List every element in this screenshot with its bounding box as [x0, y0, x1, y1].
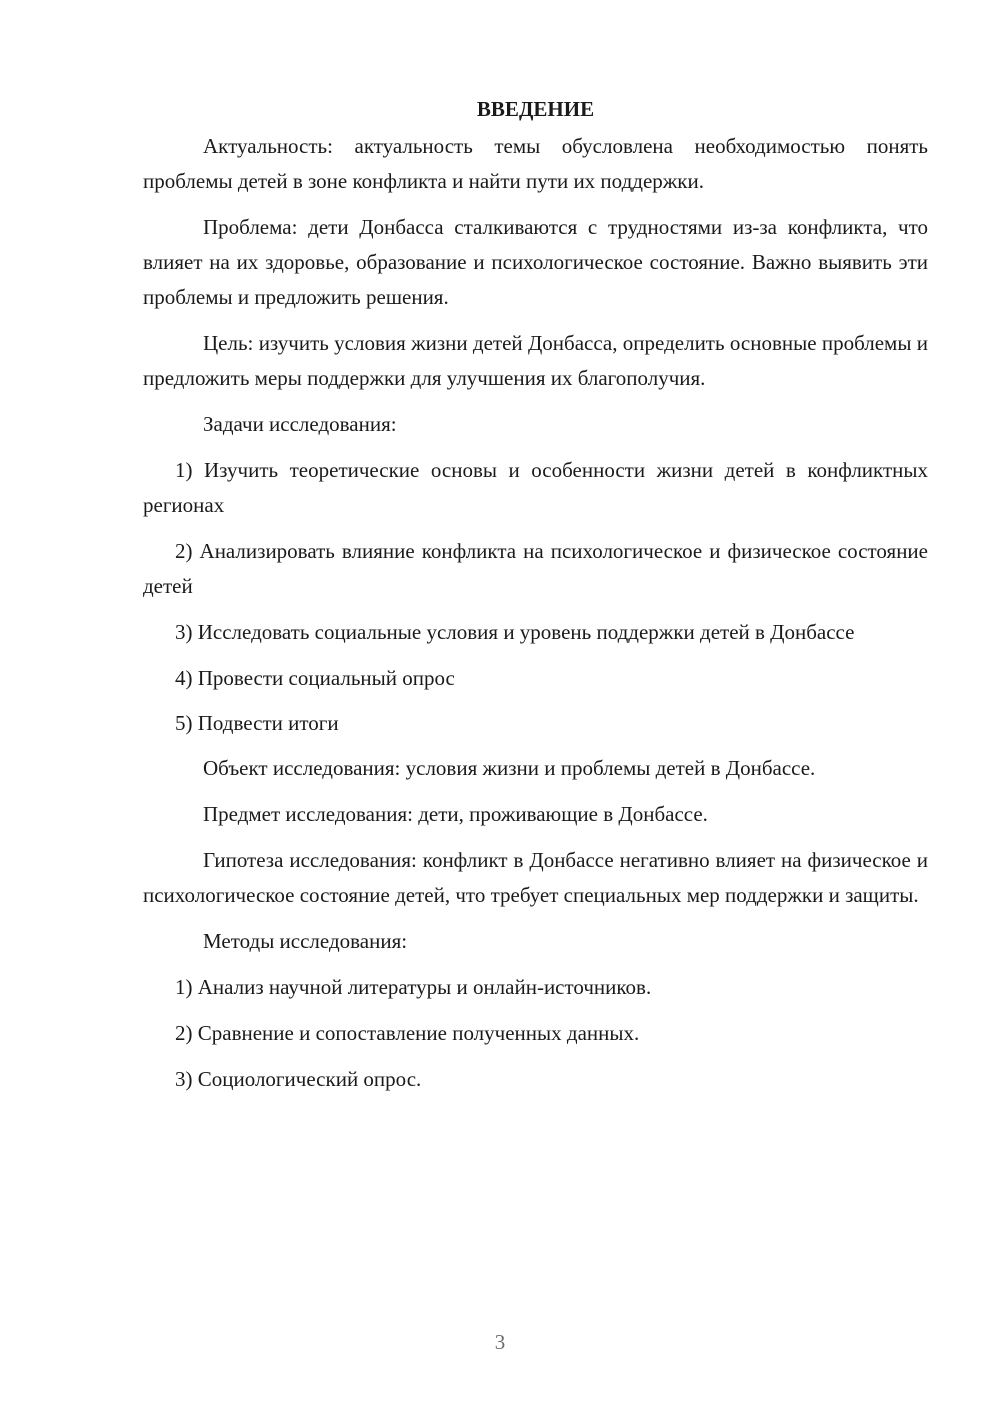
- subject-paragraph: Предмет исследования: дети, проживающие в Донбассе.: [203, 802, 708, 826]
- section-title: ВВЕДЕНИЕ: [476, 97, 595, 121]
- object-paragraph: Объект исследования: условия жизни и проблемы детей в Донбассе.: [203, 756, 816, 780]
- task-item-5: 5) Подвести итоги: [175, 711, 339, 735]
- relevance-paragraph: Актуальность: актуальность темы обусловлена необходимостью понять проблемы детей в зоне конфликта и найти пути их поддержки.: [143, 134, 928, 193]
- method-item-2: 2) Сравнение и сопоставление полученных данных.: [175, 1021, 640, 1045]
- tasks-heading: Задачи исследования:: [203, 412, 397, 436]
- task-item-2: 2) Анализировать влияние конфликта на психологическое и физическое состояние детей: [143, 539, 928, 598]
- methods-heading: Методы исследования:: [203, 929, 408, 953]
- task-item-4: 4) Провести социальный опрос: [175, 666, 455, 690]
- page-number: 3: [494, 1330, 506, 1354]
- problem-paragraph: Проблема: дети Донбасса сталкиваются с трудностями из-за конфликта, что влияет на их здоровье, образование и психологическое состояние. Важно выявить эти проблемы и предложить решения.: [143, 215, 928, 309]
- method-item-3: 3) Социологический опрос.: [175, 1067, 422, 1091]
- task-item-1: 1) Изучить теоретические основы и особенности жизни детей в конфликтных регионах: [143, 458, 928, 517]
- document-page: [143, 92, 928, 1108]
- method-item-1: 1) Анализ научной литературы и онлайн-источников.: [175, 975, 652, 999]
- task-item-3: 3) Исследовать социальные условия и уровень поддержки детей в Донбассе: [175, 620, 855, 644]
- goal-paragraph: Цель: изучить условия жизни детей Донбасса, определить основные проблемы и предложить меры поддержки для улучшения их благополучия.: [143, 331, 928, 390]
- hypothesis-paragraph: Гипотеза исследования: конфликт в Донбассе негативно влияет на физическое и психологическое состояние детей, что требует специальных мер поддержки и защиты.: [143, 848, 928, 907]
